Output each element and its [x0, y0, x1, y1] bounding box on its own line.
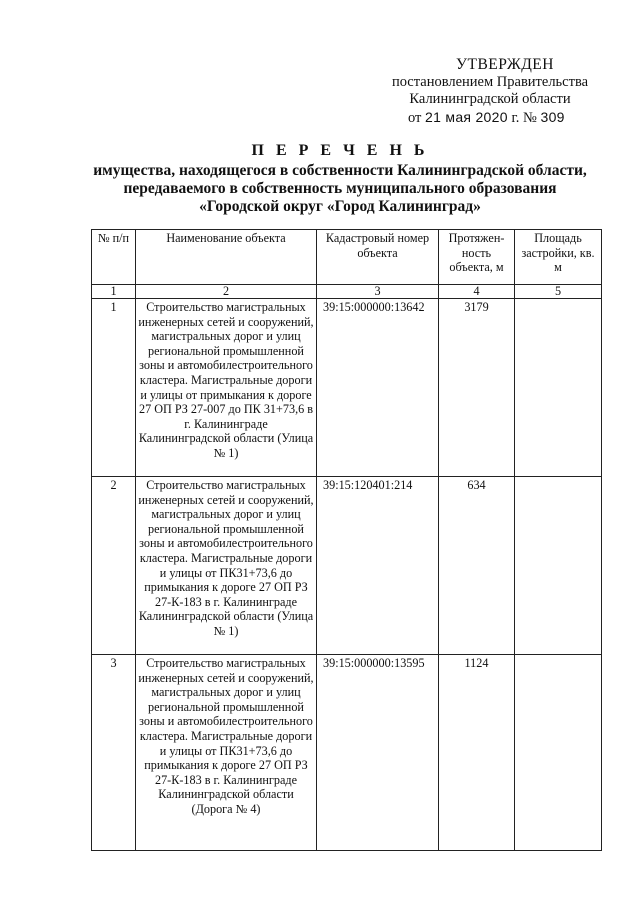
approval-date-suffix: г. №	[511, 109, 537, 126]
header-cadastral-number: Кадастровый номер объекта	[317, 230, 439, 285]
object-area	[515, 655, 602, 851]
column-number: 4	[439, 285, 515, 299]
document-subtitle-line3: «Городской округ «Город Калининград»	[199, 198, 481, 215]
column-number: 3	[317, 285, 439, 299]
table-row	[92, 299, 602, 477]
object-area	[515, 477, 602, 655]
row-number: 3	[92, 655, 136, 851]
object-name: Строительство магистральных инженерных сетей и сооружений, магистральных дорог и улиц региональной промышленной зоны и автомобилестроительного кластера. Магистральные дороги и улицы от ПК31+73,6 до примыкания к дороге 27 ОП РЗ 27-К-183 в г. Калининграде Калининградской области (Улица № 1)	[136, 477, 317, 655]
approval-line-region: Калининградской области	[409, 91, 571, 107]
object-area	[515, 299, 602, 477]
approval-date-prefix: от	[408, 109, 422, 126]
cadastral-number: 39:15:120401:214	[317, 477, 439, 655]
row-number: 1	[92, 299, 136, 477]
approval-stamp	[360, 56, 620, 127]
document-title: П Е Р Е Ч Е Н Ь	[251, 142, 429, 159]
object-length: 1124	[439, 655, 515, 851]
table-row	[92, 655, 602, 851]
document-subtitle-line1: имущества, находящегося в собственности Калининградской области,	[93, 162, 587, 179]
column-number: 5	[515, 285, 602, 299]
column-number: 1	[92, 285, 136, 299]
table-row	[92, 477, 602, 655]
object-name: Строительство магистральных инженерных сетей и сооружений, магистральных дорог и улиц региональной промышленной зоны и автомобилестроительного кластера. Магистральные дороги и улицы от ПК31+73,6 до примыкания к дороге 27 ОП РЗ 27-К-183 в г. Калининграде Калининградской области (Дорога № 4)	[136, 655, 317, 851]
header-area: Площадь застройки, кв. м	[515, 230, 602, 285]
row-number: 2	[92, 477, 136, 655]
approval-date-value: 21 мая 2020	[425, 108, 508, 125]
approval-line-resolution: постановлением Правительства	[391, 73, 589, 90]
header-object-name: Наименование объекта	[136, 230, 317, 285]
header-length: Протяжен-ность объекта, м	[439, 230, 515, 285]
document-subtitle-line2: передаваемого в собственность муниципального образования	[123, 180, 557, 197]
approval-number: 309	[540, 108, 565, 125]
column-number: 2	[136, 285, 317, 299]
cadastral-number: 39:15:000000:13595	[317, 655, 439, 851]
object-name: Строительство магистральных инженерных сетей и сооружений, магистральных дорог и улиц региональной промышленной зоны и автомобилестроительного кластера. Магистральные дороги и улицы от примыкания к дороге 27 ОП РЗ 27-007 до ПК 31+73,6 в г. Калининграде Калининградской области (Улица № 1)	[136, 299, 317, 477]
approval-date-line	[360, 109, 620, 128]
column-numbering-row	[92, 285, 602, 299]
property-list-table	[91, 229, 602, 851]
object-length: 3179	[439, 299, 515, 477]
table-header-row	[92, 230, 602, 285]
object-length: 634	[439, 477, 515, 655]
document-heading	[70, 142, 610, 216]
cadastral-number: 39:15:000000:13642	[317, 299, 439, 477]
approval-title: УТВЕРЖДЕН	[456, 56, 554, 73]
header-number: № п/п	[92, 230, 136, 285]
